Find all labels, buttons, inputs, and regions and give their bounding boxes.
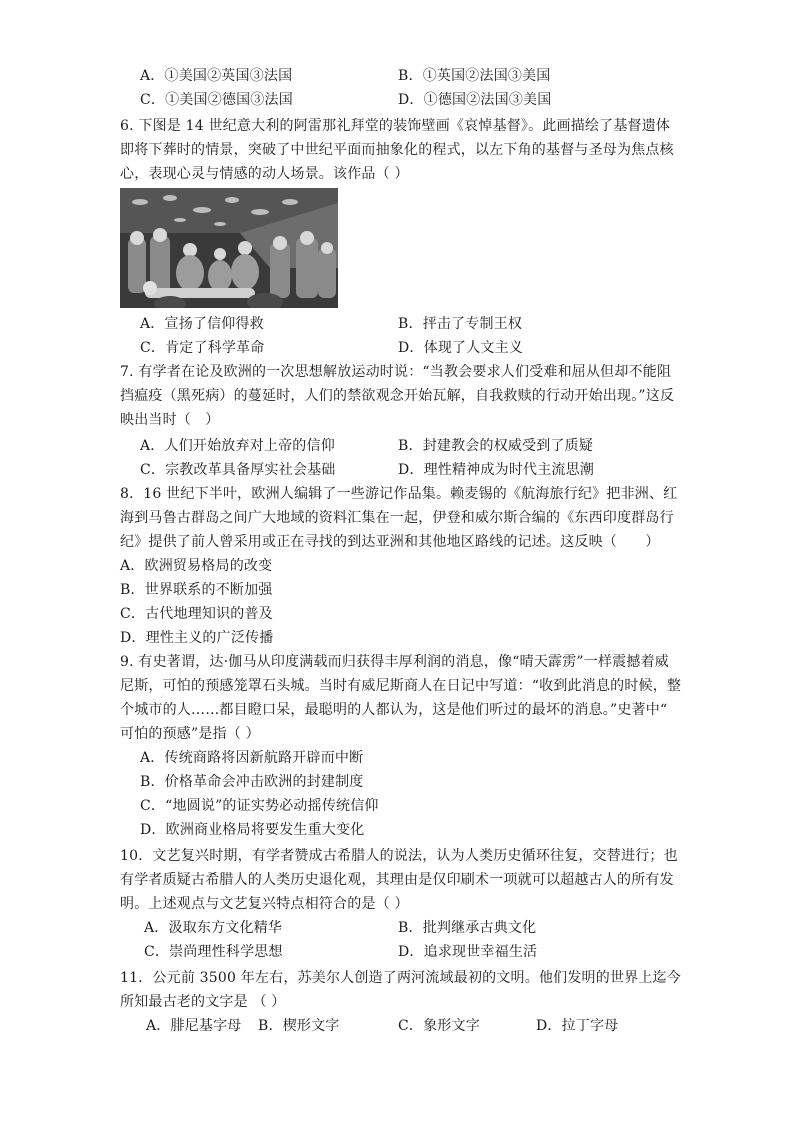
q9-option-b[interactable]: B．价格革命会冲击欧洲的封建制度	[140, 774, 364, 790]
q8-stem-line-1: 8．16 世纪下半叶，欧洲人编辑了一些游记作品集。赖麦锡的《航海旅行纪》把非洲、红	[120, 486, 678, 502]
q7-option-d[interactable]: D．理性精神成为时代主流思潮	[398, 462, 595, 478]
q9-option-c[interactable]: C．“地圆说”的证实势必动摇传统信仰	[140, 798, 379, 814]
q10-stem-line-3: 明。上述观点与文艺复兴特点相符合的是（ ）	[120, 896, 409, 912]
q10-stem-line-1: 10．文艺复兴时期，有学者赞成古希腊人的说法，认为人类历史循环往复，交替进行；也	[120, 848, 678, 864]
q5-option-c[interactable]: C．①美国②德国③法国	[140, 92, 293, 108]
q8-option-b[interactable]: B．世界联系的不断加强	[120, 582, 273, 598]
q9-stem-line-4: 可怕的预感”是指（ ）	[120, 726, 260, 742]
q9-stem-line-3: 个城市的人……都目瞪口呆，最聪明的人都认为，这是他们听过的最坏的消息。”史著中“	[120, 702, 668, 718]
q6-option-c[interactable]: C．肯定了科学革命	[140, 340, 265, 356]
q9-stem-line-1: 9. 有史著谓，达·伽马从印度满载而归获得丰厚利润的消息，像“晴天霹雳”一样震撼着威	[120, 654, 669, 670]
q9-stem-line-2: 尼斯，可怕的预感笼罩石头城。当时有威尼斯商人在日记中写道：“收到此消息的时候，整	[120, 678, 682, 694]
q10-option-a[interactable]: A．汲取东方文化精华	[144, 920, 283, 936]
q5-option-b[interactable]: B．①英国②法国③美国	[398, 68, 551, 84]
q7-stem-line-2: 挡瘟疫（黑死病）的蔓延时，人们的禁欲观念开始瓦解，自我救赎的行动开始出现。”这反	[120, 388, 675, 404]
q8-option-a[interactable]: A．欧洲贸易格局的改变	[120, 558, 273, 574]
lamentation-fresco-image	[120, 188, 338, 308]
q11-option-c[interactable]: C．象形文字	[398, 1018, 480, 1034]
fresco-illustration	[120, 188, 338, 308]
q8-stem-line-3: 纪》提供了前人曾采用或正在寻找的到达亚洲和其他地区路线的记述。这反映（ ）	[120, 534, 660, 550]
q6-option-b[interactable]: B．抨击了专制王权	[398, 316, 523, 332]
q7-stem-line-1: 7. 有学者在论及欧洲的一次思想解放运动时说：“当教会要求人们受难和屈从但却不能阻	[120, 364, 672, 380]
q11-stem-line-2: 所知最古老的文字是 （ ）	[120, 994, 286, 1010]
q6-stem-line-2: 即将下葬时的情景，突破了中世纪平面而抽象化的程式，以左下角的基督与圣母为焦点核	[120, 142, 674, 158]
q7-stem-line-3: 映出当时（ ）	[120, 412, 220, 428]
q10-option-c[interactable]: C．崇尚理性科学思想	[144, 944, 283, 960]
q11-option-d[interactable]: D．拉丁字母	[536, 1018, 619, 1034]
q5-option-d[interactable]: D．①德国②法国③美国	[398, 92, 552, 108]
q8-option-c[interactable]: C．古代地理知识的普及	[120, 606, 273, 622]
q11-option-a[interactable]: A．腓尼基字母	[146, 1018, 242, 1034]
q6-stem-line-1: 6. 下图是 14 世纪意大利的阿雷那礼拜堂的装饰壁画《哀悼基督》。此画描绘了基督遗体	[120, 118, 671, 134]
q8-option-d[interactable]: D．理性主义的广泛传播	[120, 630, 274, 646]
q7-option-a[interactable]: A．人们开始放弃对上帝的信仰	[140, 438, 335, 454]
q8-stem-line-2: 海到马鲁古群岛之间广大地域的资料汇集在一起，伊登和威尔斯合编的《东西印度群岛行	[120, 510, 674, 526]
q6-option-a[interactable]: A．宣扬了信仰得救	[140, 316, 264, 332]
q9-option-d[interactable]: D．欧洲商业格局将要发生重大变化	[140, 822, 365, 838]
q9-option-a[interactable]: A．传统商路将因新航路开辟而中断	[140, 750, 364, 766]
q6-option-d[interactable]: D．体现了人文主义	[398, 340, 524, 356]
q7-option-c[interactable]: C．宗教改革具备厚实社会基础	[140, 462, 336, 478]
q10-option-d[interactable]: D．追求现世幸福生活	[398, 944, 538, 960]
q6-stem-line-3: 心，表现心灵与情感的动人场景。该作品（ ）	[120, 166, 409, 182]
q10-stem-line-2: 有学者质疑古希腊人的人类历史退化观，其理由是仅印刷术一项就可以超越古人的所有发	[120, 872, 674, 888]
q7-option-b[interactable]: B．封建教会的权威受到了质疑	[398, 438, 594, 454]
q11-stem-line-1: 11．公元前 3500 年左右，苏美尔人创造了两河流域最初的文明。他们发明的世界上迄今	[120, 970, 681, 986]
q10-option-b[interactable]: B．批判继承古典文化	[398, 920, 537, 936]
q11-option-b[interactable]: B．楔形文字	[258, 1018, 340, 1034]
q5-option-a[interactable]: A．①美国②英国③法国	[140, 68, 293, 84]
